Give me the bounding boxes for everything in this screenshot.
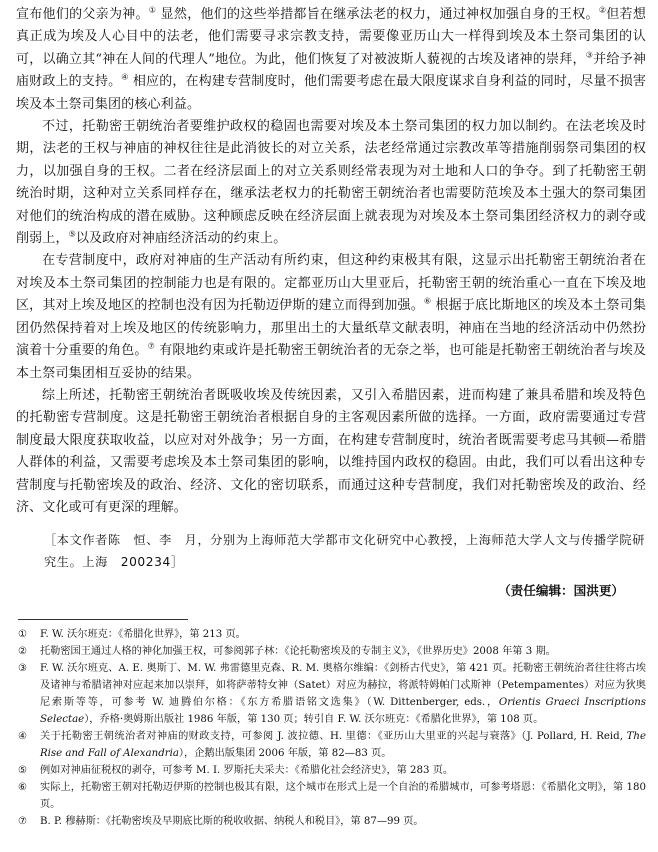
footnote-item (16, 762, 646, 779)
footnotes (16, 626, 646, 830)
text-run: 关于托勒密王朝统治者对神庙的财政支持，可参阅 J. 波拉德、H. 里德：《亚历山大里亚的兴起与衰落》（J. Pollard, H. Reid, (40, 731, 627, 743)
text-run: 相应的，在构建专营制度时，他们需要考虑在最大限度谋求自身利益的同时，尽量不损害埃及本土祭司集团的核心利益。 (16, 74, 647, 112)
footnote-text (40, 728, 646, 762)
footnote-ref[interactable]: ⑥ (423, 296, 432, 306)
text-run: 根据于底比斯地区的埃及本土祭司集团仍然保持着对上埃及地区的传统影响力，那里出土的大量纸草文献表明，神庙在当地的经济活动中仍然扮演着十分重要的角色。 (16, 298, 647, 359)
footnote-text: B. P. 穆赫斯：《托勒密埃及早期底比斯的税收收据、纳税人和税目》，第 87—99 页。 (40, 816, 424, 828)
footnote-ref[interactable]: ② (598, 5, 607, 15)
footnote-text: F. W. 沃尔班克：《希腊化世界》，第 213 页。 (40, 629, 246, 641)
footnote-number: ② (18, 646, 28, 658)
paragraph-2 (16, 116, 646, 250)
footnote-number: ⑦ (18, 816, 28, 828)
footnote-ref[interactable]: ⑦ (147, 341, 155, 351)
footnote-item (16, 660, 646, 728)
footnote-ref[interactable]: ③ (585, 50, 594, 60)
footnote-item (16, 728, 646, 762)
text-run: 有限地约束或许是托勒密王朝统治者的无奈之举，也可能是托勒密王朝统治者与埃及本土祭司集团相互妥协的结果。 (16, 343, 646, 381)
footnote-ref[interactable]: ④ (121, 72, 129, 82)
footnote-ref[interactable]: ① (148, 5, 157, 15)
text-run: F. W. 沃尔班克、A. E. 奥斯丁、M. W. 弗雷德里克森、R. M. 奥格尔维编：《剑桥古代史》，第 421 页。托勒密王朝统治者往往将古埃及诸神与希腊诸神对应起来加以崇拜，如将萨蒂特女神（Satet）对应为赫拉，将派特姆帕门忒斯神（Petempamentes）对应为狄奥尼索斯等等，可参考 W. 迪腾伯尔格：《东方希腊语铭文选集》（W. Dittenberger, eds.， (40, 663, 646, 709)
text-run: 宣布他们的父亲为神。 (16, 7, 149, 22)
footnote-text: 托勒密国王通过人格的神化加强王权，可参阅郭子林：《论托勒密埃及的专制主义》，《世界历史》2008 年第 3 期。 (40, 646, 556, 658)
footnote-number: ⑥ (18, 782, 28, 794)
footnote-ref[interactable]: ⑤ (68, 229, 76, 239)
title-italic: Orientis Graeci Inscriptions Selectae (40, 697, 646, 726)
footnote-number: ⑤ (18, 765, 28, 777)
text-run: 在专营制度中，政府对神庙的生产活动有所约束，但这种约束极其有限，这显示出托勒密王朝统治者在对埃及本土祭司集团的控制能力也是有限的。定都亚历山大里亚后，托勒密王朝的统治重心一直在下埃及地区，其对上埃及地区的控制也没有因为托勒迈伊斯的建立而得到加强。 (16, 253, 646, 314)
text-run: 以及政府对神庙经济活动的约束上。 (75, 231, 287, 247)
footnote-item (16, 813, 646, 830)
editor-note: （责任编辑：国洪更） (498, 583, 624, 599)
text-run: 但若想真正成为埃及人心目中的法老，他们需要寻求宗教支持，需要像亚历山大一样得到埃及本土祭司集团的认可，以确立其“神在人间的代理人”地位。为此，他们恢复了对被波斯人藐视的古埃及诸神的崇拜， (16, 7, 646, 67)
text-run: ），乔格·奥姆斯出版社 1986 年版，第 130 页；转引自 F. W. 沃尔班克：《希腊化世界》，第 108 页。 (84, 714, 544, 726)
text-run: 不过，托勒密王朝统治者要维护政权的稳固也需要对埃及本土祭司集团的权力加以制约。在法老埃及时期，法老的王权与神庙的神权往往是此消彼长的对立关系，法老经常通过宗教改革等措施削弱祭司集团的权力，以加强自身的王权。二者在经济层面上的对立关系则经常表现为对土地和人口的争夺。到了托勒密王朝统治时期，这种对立关系同样存在，继承法老权力的托勒密王朝统治者也需要防范埃及本土强大的祭司集团对他们的统治构成的潜在威胁。这种顾虑反映在经济层面上就表现为对埃及本土祭司集团经济权力的剥夺或削弱上， (16, 119, 646, 247)
text-run: ），企鹅出版集团 2006 年版，第 82—83 页。 (178, 748, 392, 760)
text-run: 并给予神庙财政上的支持。 (16, 51, 646, 90)
footnote-text (40, 660, 646, 728)
title-italic: The Rise and Fall of Alexandria (40, 731, 646, 760)
footnote-text: 例如对神庙征税权的剥夺，可参考 M. I. 罗斯托夫采夫：《希腊化社会经济史》，第 283 页。 (40, 765, 454, 777)
footnote-text: 实际上，托勒密王朝对托勒迈伊斯的控制也极其有限，这个城市在形式上是一个自治的希腊城市，可参考塔恩：《希腊化文明》，第 180 页。 (40, 782, 646, 811)
paragraph-1 (16, 4, 646, 116)
text-run: 显然，他们的这些举措都旨在继承法老的权力，通过神权加强自身的王权。 (156, 7, 599, 22)
paragraph-4: 综上所述，托勒密王朝统治者既吸收埃及传统因素，又引入希腊因素，进而构建了兼具希腊和埃及特色的托勒密专营制度。这是托勒密王朝统治者根据自身的主客观因素所做的选择。一方面，政府需要通过专营制度最大限度获取收益，以应对对外战争；另一方面，在构建专营制度时，统治者既需要考虑马其顿—希腊人群体的利益，又需要考虑埃及本土祭司集团的影响，以维持国内政权的稳固。由此，我们可以看出这种专营制度与托勒密埃及的政治、经济、文化的密切联系，而通过这种专营制度，我们对托勒密埃及的政治、经济、文化或可有更深的理解。 (16, 387, 646, 515)
footnote-number: ① (18, 629, 28, 641)
paragraph-3 (16, 250, 646, 384)
footnote-number: ③ (18, 663, 28, 675)
author-note: ［本文作者陈 恒、李 月，分别为上海师范大学都市文化研究中心教授，上海师范大学人文与传播学院研究生。上海 200234］ (44, 533, 646, 570)
footnote-item (16, 779, 646, 813)
footnote-item (16, 643, 646, 660)
footnote-divider (18, 619, 188, 620)
body-text (16, 4, 646, 519)
footnote-item (16, 626, 646, 643)
footnote-number: ④ (18, 731, 28, 743)
